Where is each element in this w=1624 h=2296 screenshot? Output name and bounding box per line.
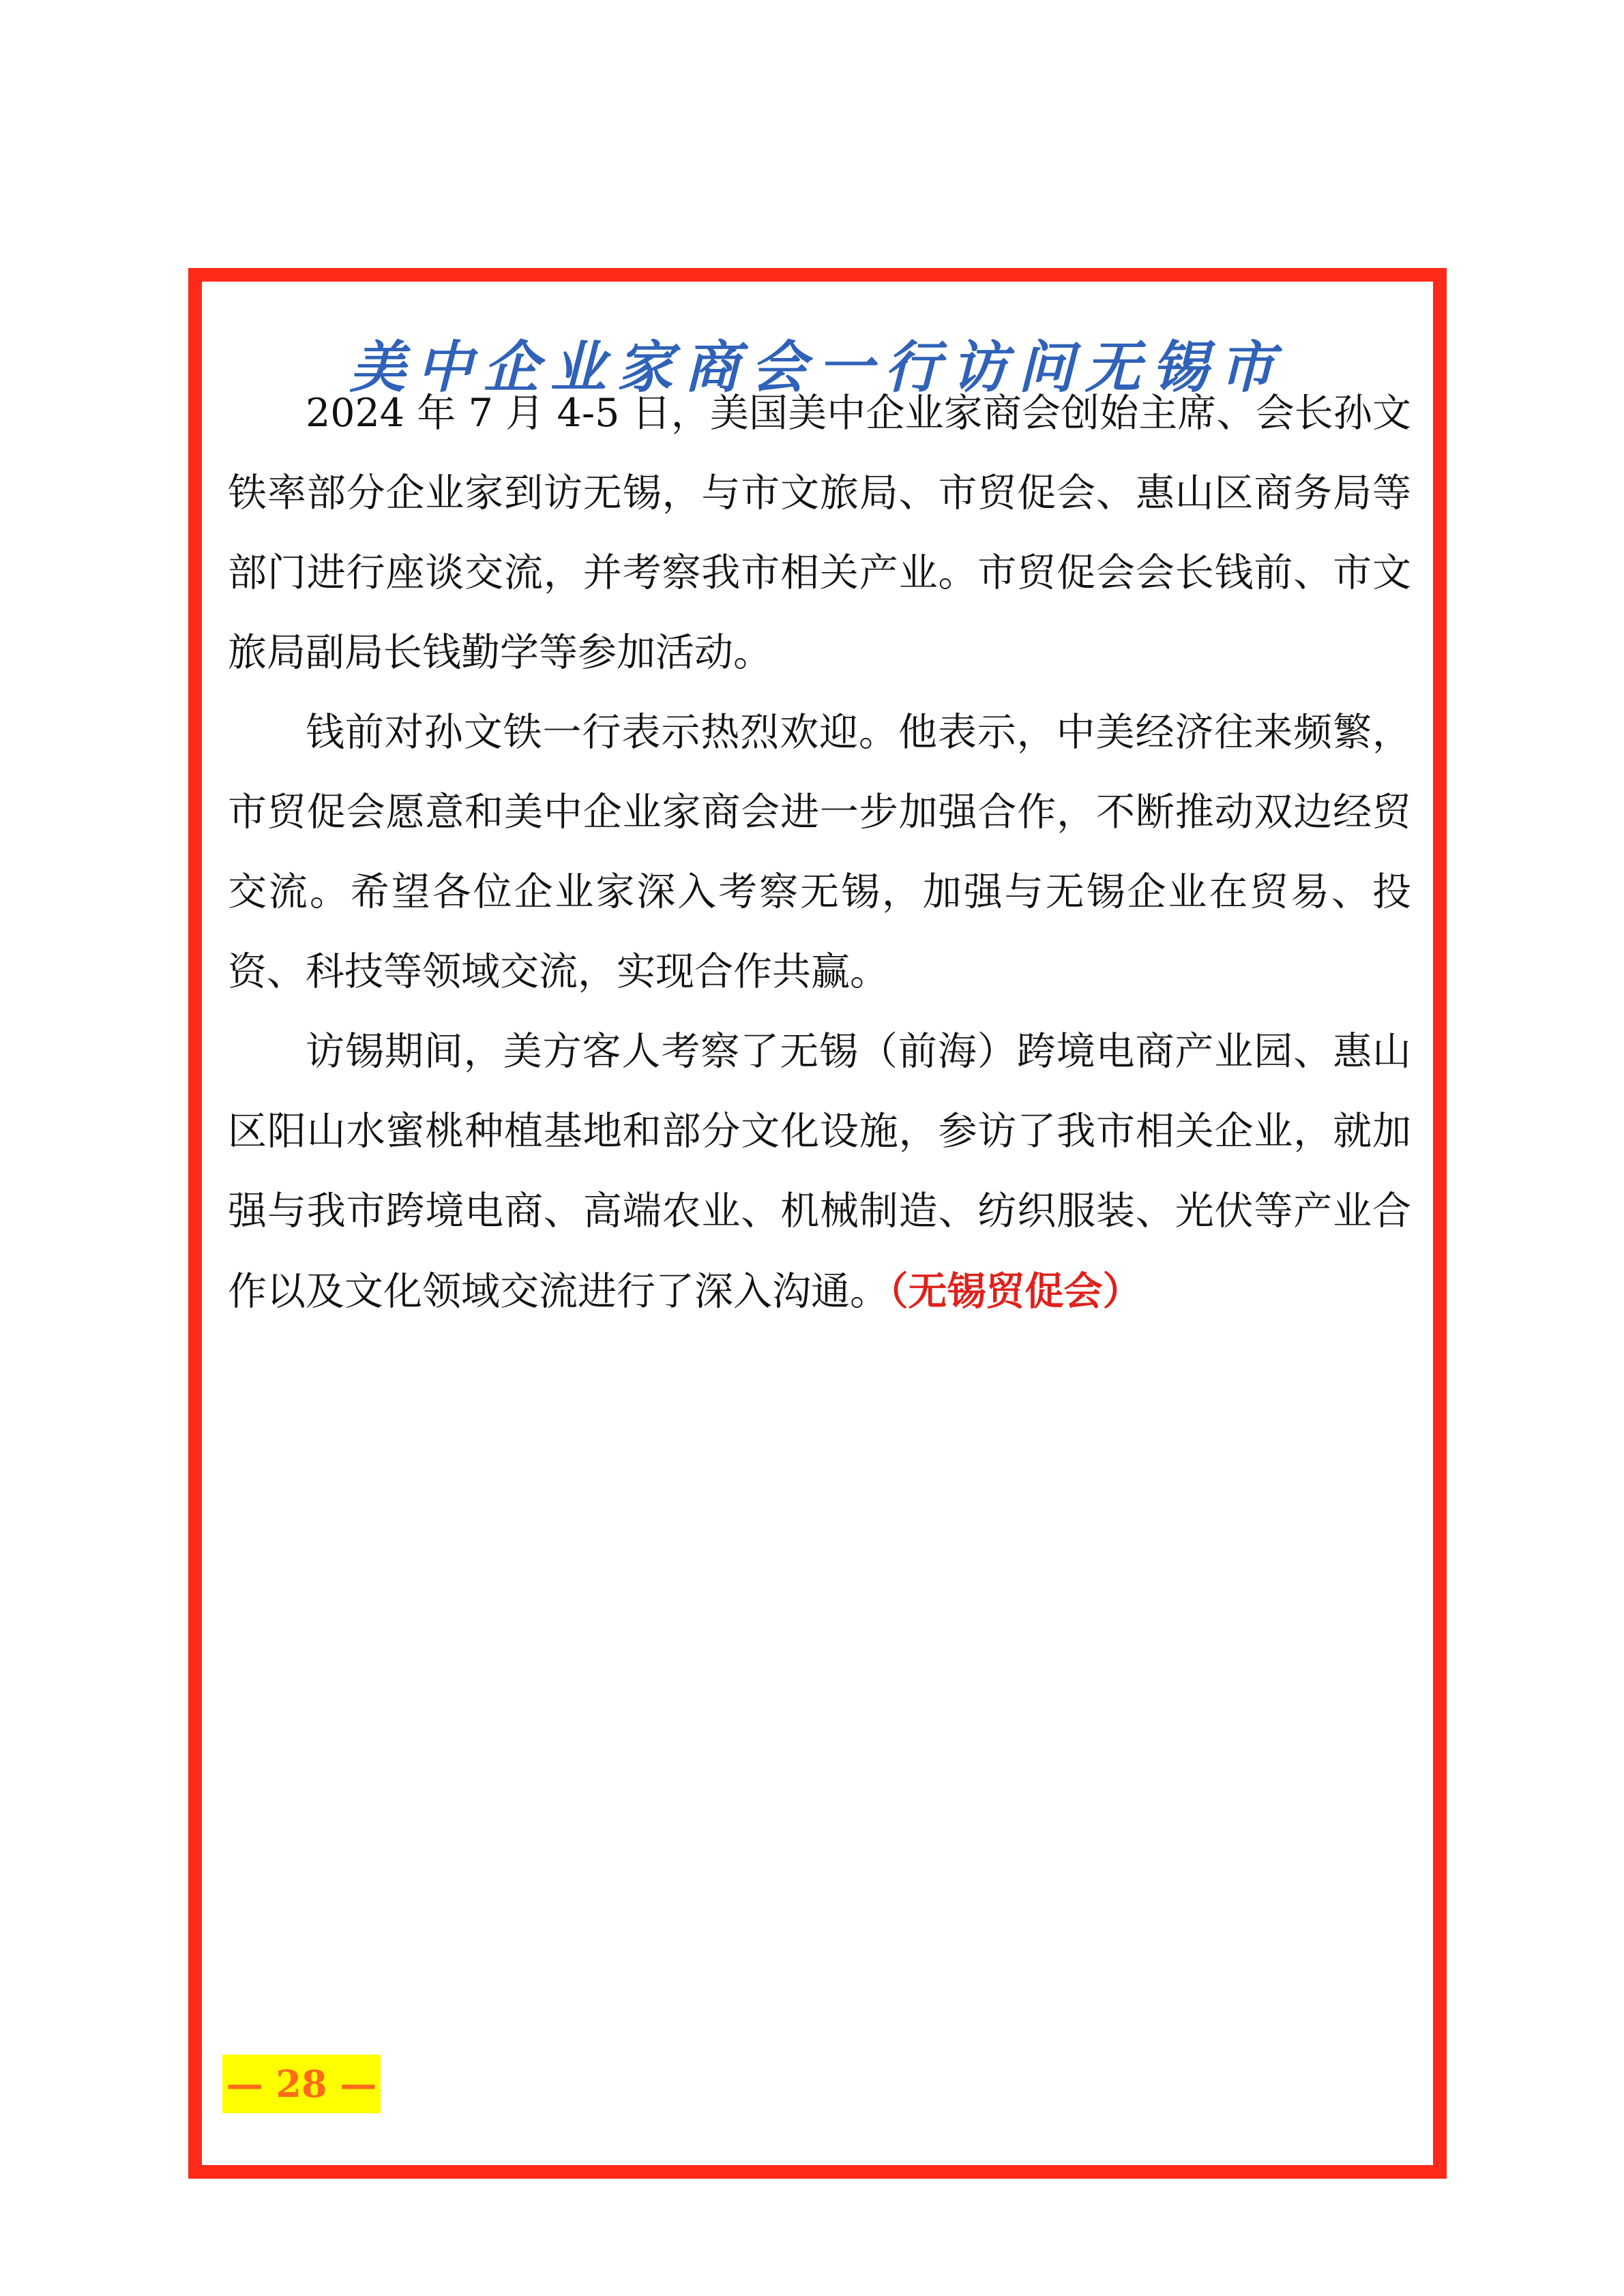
article-paragraph-3-text: 访锡期间，美方客人考察了无锡（前海）跨境电商产业园、惠山区阳山水蜜桃种植基地和部分文化设施，参访了我市相关企业，就加强与我市跨境电商、高端农业、机械制造、纺织服装、光伏等产业合作以及文化领域交流进行了深入沟通。 [228, 1029, 1411, 1314]
page-number: — 28 — [222, 2055, 381, 2113]
article-title: 美中企业家商会一行访问无锡市 [349, 334, 1286, 400]
article-paragraph-1: 2024 年 7 月 4-5 日，美国美中企业家商会创始主席、会长孙文铁率部分企业家到访无锡，与市文旅局、市贸促会、惠山区商务局等部门进行座谈交流，并考察我市相关产业。市贸促会会长钱前、市文旅局副局长钱勤学等参加活动。 [228, 391, 1411, 675]
article-body [228, 374, 1411, 1332]
article-paragraph-3 [228, 1012, 1411, 1332]
article-source: （无锡贸促会） [889, 1268, 1142, 1314]
page-border-frame [188, 268, 1447, 2179]
article-paragraph-2: 钱前对孙文铁一行表示热烈欢迎。他表示，中美经济往来频繁，市贸促会愿意和美中企业家商会进一步加强合作，不断推动双边经贸交流。希望各位企业家深入考察无锡，加强与无锡企业在贸易、投资、科技等领域交流，实现合作共赢。 [228, 710, 1411, 994]
